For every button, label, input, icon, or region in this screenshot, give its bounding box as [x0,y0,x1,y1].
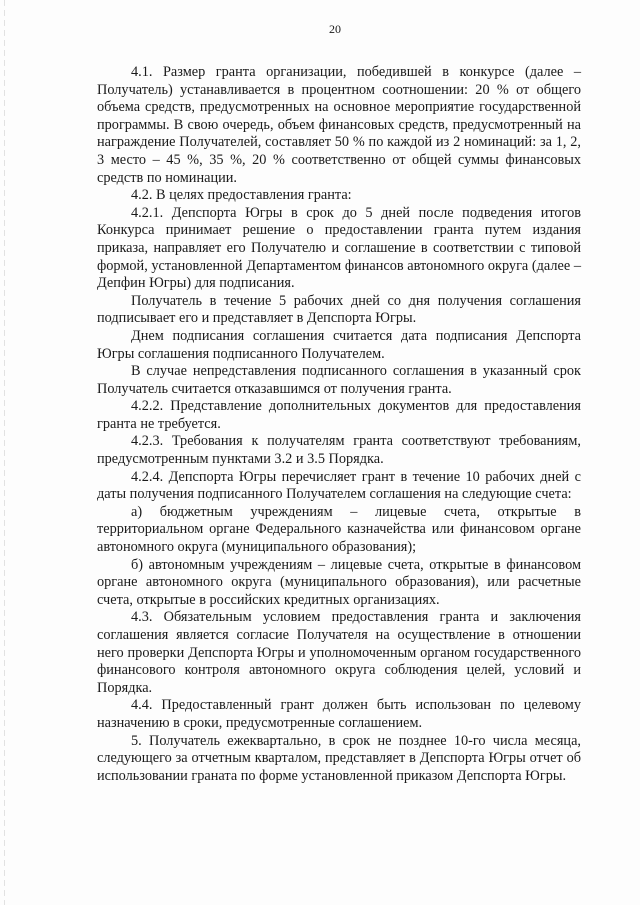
paragraph-4-2-3: 4.2.3. Требования к получателям гранта соответствуют требованиям, предусмотренным пунктами 3.2 и 3.5 Порядка. [97,433,581,468]
paragraph-item-b: б) автономным учреждениям – лицевые счета, открытые в финансовом органе автономного округа (муниципального образования), или расчетные счета, открытые в российских кредитных организациях. [97,556,581,608]
paragraph-4-2-1: 4.2.1. Депспорта Югры в срок до 5 дней после подведения итогов Конкурса принимает решение о предоставлении гранта путем издания приказа, направляет его Получателю и соглашение в соответствии с типовой формой, установленной Департаментом финансов автономного округа (далее – Депфин Югры) для подписания. [97,204,581,292]
paragraph-item-a: а) бюджетным учреждениям – лицевые счета, открытые в территориальном органе Федерального казначейства или финансовом органе автономного округа (муниципального образования); [97,503,581,556]
page-number: 20 [329,22,341,36]
paragraph-4-4: 4.4. Предоставленный грант должен быть использован по целевому назначению в сроки, предусмотренные соглашением. [97,697,581,731]
paragraph-signing-term: Получатель в течение 5 рабочих дней со дня получения соглашения подписывает его и представляет в Депспорта Югры. [97,292,581,327]
document-body [97,64,581,785]
paragraph-4-2-4: 4.2.4. Депспорта Югры перечисляет грант в течение 10 рабочих дней с даты получения подписанного Получателем соглашения на следующие счета: [97,468,581,503]
paragraph-4-2-2: 4.2.2. Представление дополнительных документов для предоставления гранта не требуется. [97,398,581,432]
paragraph-4-3: 4.3. Обязательным условием предоставления гранта и заключения соглашения является согласие Получателя на осуществление в отношении него проверки Депспорта Югры и уполномоченным органом государственного финансового контроля автономного округа соблюдения целей, условий и Порядка. [97,609,581,696]
paragraph-4-1: 4.1. Размер гранта организации, победившей в конкурсе (далее – Получатель) устанавливается в процентном соотношении: 20 % от общего объема средств, предусмотренных на основное мероприятие государственной программы. В свою очередь, объем финансовых средств, предусмотренный на награждение Получателей, составляет 50 % по каждой из 2 номинаций: за 1, 2, 3 место – 45 %, 35 %, 20 % соответственно от общей суммы финансовых средств по номинации. [97,64,581,186]
paragraph-signing-date: Днем подписания соглашения считается дата подписания Депспорта Югры соглашения подписанного Получателем. [97,327,581,362]
paragraph-4-2: 4.2. В целях предоставления гранта: [131,187,352,204]
scan-edge-artifact [4,0,5,905]
paragraph-refusal: В случае непредставления подписанного соглашения в указанный срок Получатель считается отказавшимся от получения гранта. [97,363,581,397]
paragraph-5: 5. Получатель ежеквартально, в срок не позднее 10-го числа месяца, следующего за отчетным кварталом, представляет в Депспорта Югры отчет об использовании граната по форме установленной приказом Депспорта Югры. [97,732,581,784]
